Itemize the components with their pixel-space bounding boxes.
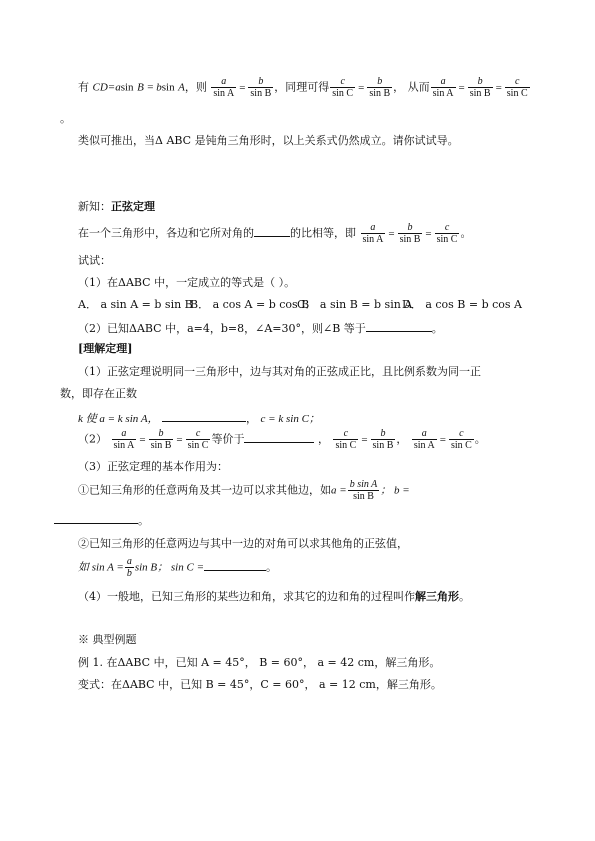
- fraction-c-sinC: $\frac{c}{\text{sin C}}$: [335, 428, 357, 451]
- text: c = k sin C；: [260, 413, 320, 425]
- fill-blank[interactable]: [254, 225, 290, 237]
- text: 。: [459, 590, 470, 603]
- examples-heading: ※ 典型例题: [78, 633, 137, 646]
- fraction-b-sinB: $\frac{b}{\text{sin B}}$: [369, 76, 391, 99]
- understanding-3-ii-b: [78, 556, 277, 579]
- fraction-a-sinA: $\frac{a}{\text{sin A}}$: [213, 76, 235, 99]
- text: 在一个三角形中，各边和它所对角的: [78, 226, 254, 240]
- obtuse-triangle-note: 类似可推出，当Δ ABC 是钝角三角形时，以上关系式仍然成立。请你试试导。: [78, 134, 459, 147]
- understanding-3: （3）正弦定理的基本作用为：: [78, 460, 228, 473]
- option-b[interactable]: B． a cos A = b cos B: [190, 298, 310, 311]
- fraction-b-sinB: $\frac{b}{\text{sin B}}$: [372, 428, 394, 451]
- fraction-c-sinC: $\frac{c}{\text{sin C}}$: [506, 76, 528, 99]
- option-c[interactable]: C． a sin B = b sin A: [297, 298, 413, 311]
- fraction-bsinA-sinB: $\frac{\text{b sin A}}{\text{sin B}}$: [349, 479, 378, 502]
- text: 等价于: [211, 432, 245, 446]
- fraction-c-sinC: $\frac{c}{\text{sin C}}$: [436, 222, 458, 245]
- understanding-2: [78, 428, 486, 451]
- fill-blank[interactable]: [366, 320, 432, 332]
- equals: =: [139, 433, 146, 446]
- understanding-3-i: [78, 479, 410, 502]
- understanding-3-ii: ②已知三角形的任意两边与其中一边的对角可以求其他角的正弦值，: [78, 537, 408, 550]
- understanding-4: [78, 590, 470, 604]
- text: =: [147, 81, 157, 94]
- text: b: [156, 81, 162, 94]
- fill-blank[interactable]: [162, 410, 246, 422]
- text: ，: [317, 432, 329, 446]
- text: 如 sin A =: [78, 561, 124, 574]
- text: ，: [246, 412, 258, 425]
- equals: =: [458, 81, 465, 94]
- key-term: 解三角形: [415, 590, 459, 603]
- text: 有: [78, 80, 89, 94]
- text: A: [178, 81, 185, 94]
- text: 。: [266, 560, 277, 574]
- text: CD=: [92, 81, 116, 94]
- text: （4）一般地，已知三角形的某些边和角，求其它的边和角的过程叫作: [78, 590, 415, 603]
- fill-blank[interactable]: [244, 431, 314, 443]
- text: ，: [396, 432, 408, 446]
- fraction-c-sinC: $\frac{c}{\text{sin C}}$: [332, 76, 354, 99]
- text: 的比相等，即: [290, 226, 356, 240]
- text: ； b =: [380, 484, 410, 497]
- question-2: [78, 320, 443, 336]
- text: ， 从而: [393, 80, 430, 94]
- fill-blank[interactable]: [204, 559, 266, 571]
- fraction-a-sinA: $\frac{a}{\text{sin A}}$: [432, 76, 454, 99]
- text: 。: [431, 322, 443, 335]
- text: sin: [120, 81, 134, 94]
- equals: =: [176, 433, 183, 446]
- option-d[interactable]: D． a cos B = b cos A: [402, 298, 522, 311]
- equals: =: [358, 81, 365, 94]
- equals: =: [388, 227, 395, 240]
- period: 。: [60, 112, 71, 125]
- understanding-1c: [78, 410, 320, 426]
- text: k 使 a = k sin A，: [78, 413, 159, 425]
- fraction-b-sinB: $\frac{b}{\text{sin B}}$: [399, 222, 421, 245]
- fraction-a-b: $\frac{a}{b}$: [126, 556, 132, 579]
- understanding-1b: 数，即存在正数: [60, 387, 137, 400]
- text: sin B； sin C =: [134, 561, 204, 574]
- question-1: （1）在ΔABC 中，一定成立的等式是（ ）。: [78, 276, 296, 289]
- text: （2）已知ΔABC 中，a=4，b=8，∠A=30°，则∠B 等于: [78, 322, 366, 335]
- text: ，同理可得: [274, 80, 330, 94]
- xinzhi-heading: [78, 200, 155, 214]
- equals: =: [425, 227, 432, 240]
- text: a: [115, 81, 121, 94]
- equals: =: [239, 81, 246, 94]
- understanding-1a: （1）正弦定理说明同一三角形中，边与其对角的正弦成正比，且比例系数为同一正: [78, 365, 481, 378]
- fraction-b-sinB: $\frac{b}{\text{sin B}}$: [469, 76, 491, 99]
- fraction-c-sinC: $\frac{c}{\text{sin C}}$: [187, 428, 209, 451]
- fill-blank[interactable]: [54, 512, 138, 524]
- try-heading: 试试：: [78, 254, 111, 267]
- understanding-3-i-blank: [54, 512, 149, 528]
- text: 。: [138, 514, 149, 527]
- text: ①已知三角形的任意两角及其一边可以求其他边，如: [78, 483, 331, 497]
- text: ，则: [184, 80, 207, 94]
- derivation-line: [78, 76, 531, 99]
- text: B: [137, 81, 144, 94]
- example-variant: 变式：在ΔABC 中，已知 B = 45°，C = 60°， a = 12 cm，解三角形。: [78, 678, 442, 691]
- theorem-statement: [78, 222, 471, 245]
- equals: =: [361, 433, 368, 446]
- fraction-a-sinA: $\frac{a}{\text{sin A}}$: [362, 222, 384, 245]
- fraction-b-sinB: $\frac{b}{\text{sin B}}$: [250, 76, 272, 99]
- understanding-heading: [理解定理]: [78, 342, 133, 355]
- text: （2）: [78, 432, 107, 446]
- fraction-a-sinA: $\frac{a}{\text{sin A}}$: [113, 428, 135, 451]
- equals: =: [439, 433, 446, 446]
- fraction-b-sinB: $\frac{b}{\text{sin B}}$: [150, 428, 172, 451]
- option-a[interactable]: A． a sin A = b sin B: [78, 298, 193, 311]
- fraction-c-sinC: $\frac{c}{\text{sin C}}$: [450, 428, 472, 451]
- text: a =: [331, 484, 347, 497]
- text: 。: [460, 226, 472, 240]
- fraction-a-sinA: $\frac{a}{\text{sin A}}$: [413, 428, 435, 451]
- text: 新知：: [78, 200, 111, 213]
- text: sin: [161, 81, 175, 94]
- example-1: 例 1. 在ΔABC 中，已知 A = 45°， B = 60°， a = 42 cm，解三角形。: [78, 656, 441, 669]
- equals: =: [495, 81, 502, 94]
- text: 。: [474, 432, 486, 446]
- section-title: 正弦定理: [111, 200, 155, 213]
